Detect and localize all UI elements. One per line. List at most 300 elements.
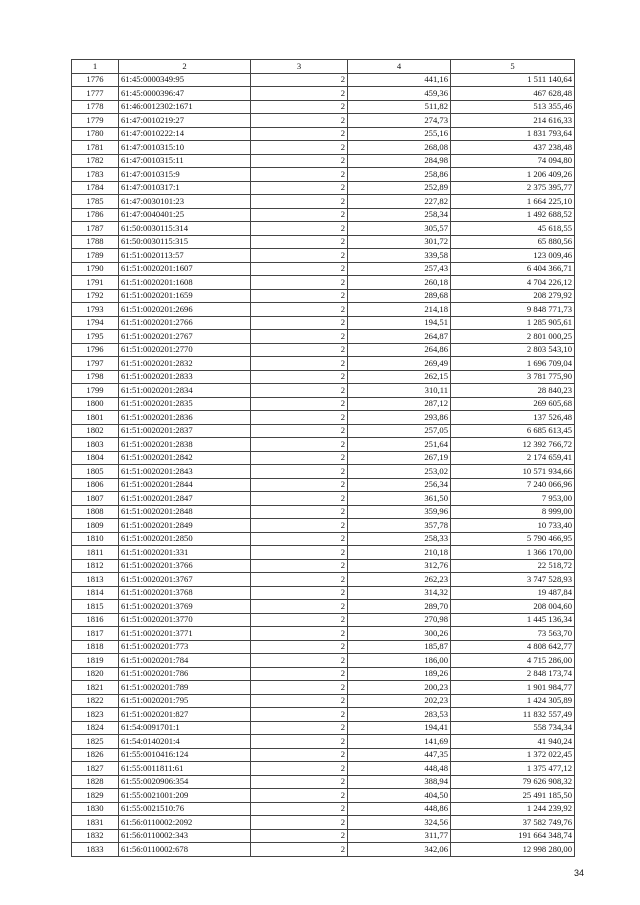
group-code-cell: 2 [251, 411, 348, 425]
cadastral-value-cell: 1 375 477,12 [451, 762, 575, 776]
specific-value-cell: 448,86 [348, 802, 451, 816]
row-number-cell: 1792 [72, 289, 119, 303]
cadastral-value-cell: 4 715 286,00 [451, 654, 575, 668]
table-row [72, 573, 575, 587]
column-header-4: 4 [348, 60, 451, 74]
specific-value-cell: 185,87 [348, 640, 451, 654]
group-code-cell: 2 [251, 181, 348, 195]
cadastral-number-cell: 61:51:0020201:784 [119, 654, 251, 668]
cadastral-value-cell: 437 238,48 [451, 141, 575, 155]
cadastral-value-cell: 1 206 409,26 [451, 168, 575, 182]
row-number-cell: 1817 [72, 627, 119, 641]
cadastral-number-cell: 61:51:0020201:2848 [119, 505, 251, 519]
specific-value-cell: 186,00 [348, 654, 451, 668]
row-number-cell: 1781 [72, 141, 119, 155]
table-row [72, 276, 575, 290]
cadastral-number-cell: 61:51:0020201:2835 [119, 397, 251, 411]
row-number-cell: 1788 [72, 235, 119, 249]
group-code-cell: 2 [251, 492, 348, 506]
table-row [72, 181, 575, 195]
table-row [72, 654, 575, 668]
cadastral-value-cell: 208 004,60 [451, 600, 575, 614]
row-number-cell: 1829 [72, 789, 119, 803]
cadastral-number-cell: 61:51:0020201:3766 [119, 559, 251, 573]
specific-value-cell: 257,43 [348, 262, 451, 276]
cadastral-number-cell: 61:51:0020201:2767 [119, 330, 251, 344]
table-row [72, 411, 575, 425]
table-row [72, 775, 575, 789]
cadastral-number-cell: 61:47:0010222:14 [119, 127, 251, 141]
cadastral-value-cell: 65 880,56 [451, 235, 575, 249]
specific-value-cell: 269,49 [348, 357, 451, 371]
cadastral-number-cell: 61:45:0000396:47 [119, 87, 251, 101]
table-row [72, 100, 575, 114]
column-header-5: 5 [451, 60, 575, 74]
cadastral-value-cell: 1 372 022,45 [451, 748, 575, 762]
specific-value-cell: 388,94 [348, 775, 451, 789]
specific-value-cell: 258,34 [348, 208, 451, 222]
cadastral-number-cell: 61:46:0012302:1671 [119, 100, 251, 114]
specific-value-cell: 357,78 [348, 519, 451, 533]
group-code-cell: 2 [251, 289, 348, 303]
group-code-cell: 2 [251, 303, 348, 317]
table-row [72, 343, 575, 357]
group-code-cell: 2 [251, 276, 348, 290]
group-code-cell: 2 [251, 478, 348, 492]
table-header-row [72, 60, 575, 74]
cadastral-number-cell: 61:51:0020201:1659 [119, 289, 251, 303]
table-row [72, 735, 575, 749]
cadastral-value-cell: 1 244 239,92 [451, 802, 575, 816]
row-number-cell: 1813 [72, 573, 119, 587]
table-row [72, 816, 575, 830]
table-row [72, 694, 575, 708]
table-body [72, 73, 575, 856]
table-row [72, 600, 575, 614]
table-row [72, 370, 575, 384]
table-row [72, 532, 575, 546]
cadastral-number-cell: 61:51:0020201:2833 [119, 370, 251, 384]
row-number-cell: 1830 [72, 802, 119, 816]
cadastral-value-cell: 19 487,84 [451, 586, 575, 600]
cadastral-value-cell: 4 808 642,77 [451, 640, 575, 654]
specific-value-cell: 287,12 [348, 397, 451, 411]
cadastral-number-cell: 61:51:0020201:3767 [119, 573, 251, 587]
cadastral-number-cell: 61:51:0020201:2844 [119, 478, 251, 492]
row-number-cell: 1795 [72, 330, 119, 344]
group-code-cell: 2 [251, 708, 348, 722]
group-code-cell: 2 [251, 154, 348, 168]
group-code-cell: 2 [251, 627, 348, 641]
table-row [72, 262, 575, 276]
specific-value-cell: 339,58 [348, 249, 451, 263]
group-code-cell: 2 [251, 600, 348, 614]
cadastral-number-cell: 61:47:0010315:10 [119, 141, 251, 155]
cadastral-value-cell: 191 664 348,74 [451, 829, 575, 843]
cadastral-number-cell: 61:50:0030115:315 [119, 235, 251, 249]
column-header-2: 2 [119, 60, 251, 74]
group-code-cell: 2 [251, 73, 348, 87]
cadastral-number-cell: 61:47:0030101:23 [119, 195, 251, 209]
cadastral-number-cell: 61:51:0020201:2849 [119, 519, 251, 533]
group-code-cell: 2 [251, 519, 348, 533]
specific-value-cell: 189,26 [348, 667, 451, 681]
group-code-cell: 2 [251, 127, 348, 141]
specific-value-cell: 310,11 [348, 384, 451, 398]
row-number-cell: 1810 [72, 532, 119, 546]
row-number-cell: 1833 [72, 843, 119, 857]
cadastral-value-cell: 28 840,23 [451, 384, 575, 398]
specific-value-cell: 202,23 [348, 694, 451, 708]
table-row [72, 316, 575, 330]
row-number-cell: 1814 [72, 586, 119, 600]
table-row [72, 802, 575, 816]
cadastral-number-cell: 61:51:0020201:3768 [119, 586, 251, 600]
row-number-cell: 1789 [72, 249, 119, 263]
cadastral-number-cell: 61:51:0020201:786 [119, 667, 251, 681]
cadastral-value-cell: 269 605,68 [451, 397, 575, 411]
cadastral-number-cell: 61:51:0020201:773 [119, 640, 251, 654]
specific-value-cell: 260,18 [348, 276, 451, 290]
cadastral-value-cell: 4 704 226,12 [451, 276, 575, 290]
cadastral-number-cell: 61:51:0020201:2770 [119, 343, 251, 357]
cadastral-number-cell: 61:50:0030115:314 [119, 222, 251, 236]
cadastral-value-cell: 123 009,46 [451, 249, 575, 263]
specific-value-cell: 267,19 [348, 451, 451, 465]
cadastral-number-cell: 61:47:0010219:27 [119, 114, 251, 128]
cadastral-number-cell: 61:54:0091701:1 [119, 721, 251, 735]
specific-value-cell: 262,15 [348, 370, 451, 384]
cadastral-number-cell: 61:55:0011811:61 [119, 762, 251, 776]
row-number-cell: 1782 [72, 154, 119, 168]
cadastral-value-cell: 2 801 000,25 [451, 330, 575, 344]
cadastral-number-cell: 61:56:0110002:2092 [119, 816, 251, 830]
cadastral-number-cell: 61:51:0020201:2832 [119, 357, 251, 371]
table-row [72, 505, 575, 519]
cadastral-value-cell: 2 375 395,77 [451, 181, 575, 195]
row-number-cell: 1787 [72, 222, 119, 236]
cadastral-value-cell: 10 571 934,66 [451, 465, 575, 479]
cadastral-value-cell: 2 174 659,41 [451, 451, 575, 465]
table-row [72, 627, 575, 641]
specific-value-cell: 141,69 [348, 735, 451, 749]
group-code-cell: 2 [251, 667, 348, 681]
table-row [72, 222, 575, 236]
table-row [72, 249, 575, 263]
table-row [72, 762, 575, 776]
group-code-cell: 2 [251, 438, 348, 452]
cadastral-value-table [71, 59, 575, 857]
row-number-cell: 1811 [72, 546, 119, 560]
cadastral-number-cell: 61:51:0020201:2836 [119, 411, 251, 425]
group-code-cell: 2 [251, 114, 348, 128]
table-row [72, 613, 575, 627]
cadastral-value-cell: 6 685 613,45 [451, 424, 575, 438]
cadastral-value-cell: 11 832 557,49 [451, 708, 575, 722]
specific-value-cell: 256,34 [348, 478, 451, 492]
cadastral-number-cell: 61:56:0110002:343 [119, 829, 251, 843]
specific-value-cell: 314,32 [348, 586, 451, 600]
specific-value-cell: 305,57 [348, 222, 451, 236]
cadastral-number-cell: 61:51:0020201:789 [119, 681, 251, 695]
table-row [72, 708, 575, 722]
cadastral-number-cell: 61:51:0020201:2850 [119, 532, 251, 546]
specific-value-cell: 441,16 [348, 73, 451, 87]
cadastral-value-cell: 25 491 185,50 [451, 789, 575, 803]
table-row [72, 829, 575, 843]
specific-value-cell: 324,56 [348, 816, 451, 830]
specific-value-cell: 194,41 [348, 721, 451, 735]
cadastral-value-cell: 1 664 225,10 [451, 195, 575, 209]
row-number-cell: 1823 [72, 708, 119, 722]
table-row [72, 235, 575, 249]
row-number-cell: 1784 [72, 181, 119, 195]
cadastral-number-cell: 61:51:0020201:2766 [119, 316, 251, 330]
cadastral-value-cell: 3 781 775,90 [451, 370, 575, 384]
specific-value-cell: 448,48 [348, 762, 451, 776]
row-number-cell: 1801 [72, 411, 119, 425]
specific-value-cell: 284,98 [348, 154, 451, 168]
row-number-cell: 1803 [72, 438, 119, 452]
table-row [72, 168, 575, 182]
table-row [72, 438, 575, 452]
cadastral-value-cell: 1 285 905,61 [451, 316, 575, 330]
specific-value-cell: 361,50 [348, 492, 451, 506]
row-number-cell: 1812 [72, 559, 119, 573]
row-number-cell: 1805 [72, 465, 119, 479]
specific-value-cell: 459,36 [348, 87, 451, 101]
group-code-cell: 2 [251, 87, 348, 101]
cadastral-number-cell: 61:51:0020201:3769 [119, 600, 251, 614]
group-code-cell: 2 [251, 802, 348, 816]
row-number-cell: 1799 [72, 384, 119, 398]
table-row [72, 87, 575, 101]
group-code-cell: 2 [251, 195, 348, 209]
group-code-cell: 2 [251, 357, 348, 371]
group-code-cell: 2 [251, 370, 348, 384]
row-number-cell: 1778 [72, 100, 119, 114]
cadastral-value-cell: 1 511 140,64 [451, 73, 575, 87]
cadastral-value-cell: 1 831 793,64 [451, 127, 575, 141]
group-code-cell: 2 [251, 208, 348, 222]
row-number-cell: 1822 [72, 694, 119, 708]
cadastral-number-cell: 61:51:0020201:2834 [119, 384, 251, 398]
row-number-cell: 1794 [72, 316, 119, 330]
table-row [72, 640, 575, 654]
cadastral-number-cell: 61:51:0020201:827 [119, 708, 251, 722]
cadastral-value-cell: 1 901 984,77 [451, 681, 575, 695]
cadastral-number-cell: 61:51:0020201:3771 [119, 627, 251, 641]
row-number-cell: 1832 [72, 829, 119, 843]
table-row [72, 357, 575, 371]
cadastral-value-cell: 1 492 688,52 [451, 208, 575, 222]
cadastral-number-cell: 61:51:0020201:2847 [119, 492, 251, 506]
row-number-cell: 1815 [72, 600, 119, 614]
row-number-cell: 1827 [72, 762, 119, 776]
specific-value-cell: 227,82 [348, 195, 451, 209]
group-code-cell: 2 [251, 100, 348, 114]
cadastral-value-cell: 2 803 543,10 [451, 343, 575, 357]
group-code-cell: 2 [251, 613, 348, 627]
cadastral-value-cell: 10 733,40 [451, 519, 575, 533]
specific-value-cell: 214,18 [348, 303, 451, 317]
table-row [72, 384, 575, 398]
specific-value-cell: 270,98 [348, 613, 451, 627]
cadastral-value-cell: 208 279,92 [451, 289, 575, 303]
table-row [72, 289, 575, 303]
specific-value-cell: 300,26 [348, 627, 451, 641]
cadastral-number-cell: 61:55:0021510:76 [119, 802, 251, 816]
group-code-cell: 2 [251, 694, 348, 708]
table-row [72, 667, 575, 681]
specific-value-cell: 200,23 [348, 681, 451, 695]
group-code-cell: 2 [251, 222, 348, 236]
cadastral-value-cell: 73 563,70 [451, 627, 575, 641]
specific-value-cell: 264,87 [348, 330, 451, 344]
group-code-cell: 2 [251, 546, 348, 560]
cadastral-number-cell: 61:51:0020201:3770 [119, 613, 251, 627]
table-row [72, 789, 575, 803]
group-code-cell: 2 [251, 775, 348, 789]
specific-value-cell: 447,35 [348, 748, 451, 762]
cadastral-number-cell: 61:51:0020113:57 [119, 249, 251, 263]
table-row [72, 424, 575, 438]
group-code-cell: 2 [251, 384, 348, 398]
cadastral-value-cell: 137 526,48 [451, 411, 575, 425]
group-code-cell: 2 [251, 451, 348, 465]
group-code-cell: 2 [251, 505, 348, 519]
cadastral-value-cell: 22 518,72 [451, 559, 575, 573]
table-row [72, 748, 575, 762]
row-number-cell: 1802 [72, 424, 119, 438]
group-code-cell: 2 [251, 748, 348, 762]
cadastral-value-cell: 214 616,33 [451, 114, 575, 128]
cadastral-number-cell: 61:51:0020201:795 [119, 694, 251, 708]
specific-value-cell: 258,86 [348, 168, 451, 182]
cadastral-number-cell: 61:45:0000349:95 [119, 73, 251, 87]
group-code-cell: 2 [251, 681, 348, 695]
row-number-cell: 1804 [72, 451, 119, 465]
row-number-cell: 1793 [72, 303, 119, 317]
row-number-cell: 1824 [72, 721, 119, 735]
group-code-cell: 2 [251, 141, 348, 155]
table-row [72, 843, 575, 857]
table-row [72, 141, 575, 155]
cadastral-value-cell: 1 424 305,89 [451, 694, 575, 708]
row-number-cell: 1786 [72, 208, 119, 222]
specific-value-cell: 253,02 [348, 465, 451, 479]
group-code-cell: 2 [251, 532, 348, 546]
row-number-cell: 1796 [72, 343, 119, 357]
table-row [72, 465, 575, 479]
cadastral-number-cell: 61:47:0010315:9 [119, 168, 251, 182]
group-code-cell: 2 [251, 586, 348, 600]
cadastral-value-cell: 3 747 528,93 [451, 573, 575, 587]
cadastral-number-cell: 61:51:0020201:2696 [119, 303, 251, 317]
specific-value-cell: 210,18 [348, 546, 451, 560]
cadastral-number-cell: 61:47:0010317:1 [119, 181, 251, 195]
row-number-cell: 1825 [72, 735, 119, 749]
table-row [72, 721, 575, 735]
table-row [72, 127, 575, 141]
cadastral-value-cell: 7 953,00 [451, 492, 575, 506]
cadastral-value-cell: 9 848 771,73 [451, 303, 575, 317]
page-number: 34 [573, 868, 584, 878]
group-code-cell: 2 [251, 843, 348, 857]
row-number-cell: 1777 [72, 87, 119, 101]
row-number-cell: 1780 [72, 127, 119, 141]
group-code-cell: 2 [251, 559, 348, 573]
specific-value-cell: 251,64 [348, 438, 451, 452]
cadastral-value-cell: 558 734,34 [451, 721, 575, 735]
cadastral-value-cell: 1 366 170,00 [451, 546, 575, 560]
row-number-cell: 1826 [72, 748, 119, 762]
group-code-cell: 2 [251, 721, 348, 735]
cadastral-number-cell: 61:51:0020201:2838 [119, 438, 251, 452]
group-code-cell: 2 [251, 465, 348, 479]
row-number-cell: 1809 [72, 519, 119, 533]
cadastral-value-cell: 12 392 766,72 [451, 438, 575, 452]
row-number-cell: 1806 [72, 478, 119, 492]
specific-value-cell: 283,53 [348, 708, 451, 722]
table-row [72, 208, 575, 222]
row-number-cell: 1800 [72, 397, 119, 411]
specific-value-cell: 289,70 [348, 600, 451, 614]
row-number-cell: 1821 [72, 681, 119, 695]
row-number-cell: 1807 [72, 492, 119, 506]
cadastral-value-cell: 8 999,00 [451, 505, 575, 519]
cadastral-number-cell: 61:51:0020201:2843 [119, 465, 251, 479]
cadastral-value-cell: 45 618,55 [451, 222, 575, 236]
specific-value-cell: 511,82 [348, 100, 451, 114]
group-code-cell: 2 [251, 654, 348, 668]
table-row [72, 478, 575, 492]
cadastral-number-cell: 61:55:0021001:209 [119, 789, 251, 803]
table-row [72, 546, 575, 560]
cadastral-value-cell: 1 445 136,34 [451, 613, 575, 627]
specific-value-cell: 252,89 [348, 181, 451, 195]
group-code-cell: 2 [251, 343, 348, 357]
table-row [72, 73, 575, 87]
table-row [72, 451, 575, 465]
cadastral-number-cell: 61:51:0020201:1607 [119, 262, 251, 276]
cadastral-value-cell: 6 404 366,71 [451, 262, 575, 276]
specific-value-cell: 257,05 [348, 424, 451, 438]
group-code-cell: 2 [251, 316, 348, 330]
table-row [72, 681, 575, 695]
table-row [72, 154, 575, 168]
group-code-cell: 2 [251, 330, 348, 344]
specific-value-cell: 311,77 [348, 829, 451, 843]
row-number-cell: 1790 [72, 262, 119, 276]
row-number-cell: 1820 [72, 667, 119, 681]
table-row [72, 114, 575, 128]
cadastral-value-cell: 7 240 066,96 [451, 478, 575, 492]
cadastral-number-cell: 61:51:0020201:1608 [119, 276, 251, 290]
cadastral-value-cell: 12 998 280,00 [451, 843, 575, 857]
row-number-cell: 1783 [72, 168, 119, 182]
group-code-cell: 2 [251, 735, 348, 749]
specific-value-cell: 301,72 [348, 235, 451, 249]
cadastral-value-cell: 79 626 908,32 [451, 775, 575, 789]
group-code-cell: 2 [251, 789, 348, 803]
row-number-cell: 1779 [72, 114, 119, 128]
row-number-cell: 1797 [72, 357, 119, 371]
table-row [72, 195, 575, 209]
specific-value-cell: 359,96 [348, 505, 451, 519]
column-header-1: 1 [72, 60, 119, 74]
table-row [72, 330, 575, 344]
